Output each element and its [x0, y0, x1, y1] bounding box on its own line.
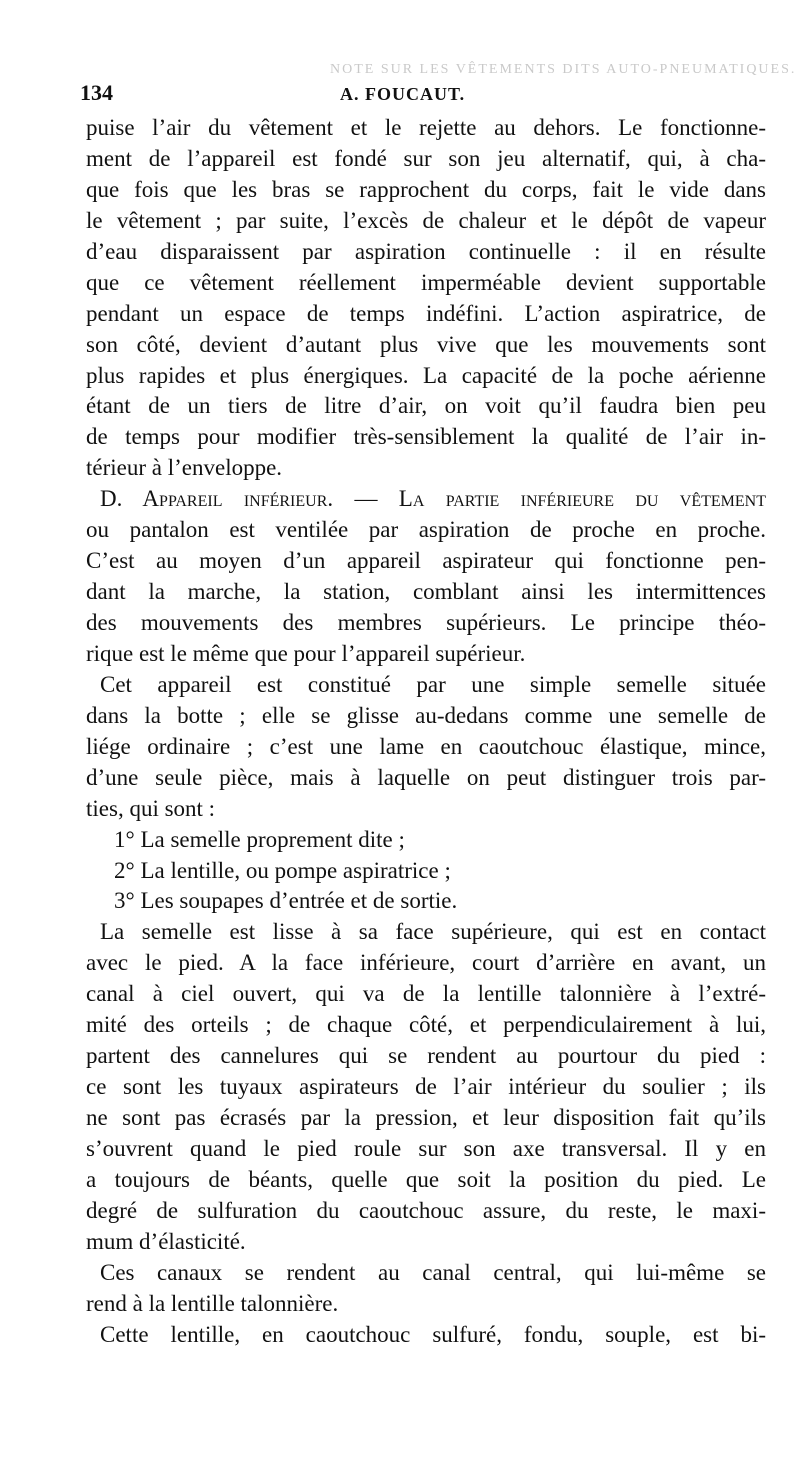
text-line: avec le pied. A la face inférieure, court d’arrière en avant, un [86, 950, 766, 976]
text-line: d’eau disparaissent par aspiration continuelle : il en résulte [86, 238, 766, 264]
text-line: que ce vêtement réellement imperméable devient supportable [86, 269, 766, 295]
text-line: Cet appareil est constitué par une simple semelle située [100, 671, 766, 697]
text-line: pendant un espace de temps indéfini. L’action aspiratrice, de [86, 300, 766, 326]
text-line: le vêtement ; par suite, l’excès de chaleur et le dépôt de vapeur [86, 207, 766, 233]
text-line: de temps pour modifier très-sensiblement la qualité de l’air in- [86, 424, 766, 450]
text-line: ment de l’appareil est fondé sur son jeu alternatif, qui, à cha- [86, 145, 766, 171]
text-line: son côté, devient d’autant plus vive que les mouvements sont [86, 331, 766, 357]
list-item: 2° La lentille, ou pompe aspiratrice ; [114, 857, 451, 883]
list-item: 3° Les soupapes d’entrée et de sortie. [114, 888, 458, 914]
text-line: a toujours de béants, quelle que soit la position du pied. Le [86, 1166, 766, 1192]
text-line: rend à la lentille talonnière. [86, 1290, 339, 1316]
text-line: térieur à l’enveloppe. [86, 455, 283, 481]
text-line: plus rapides et plus énergiques. La capacité de la poche aérienne [86, 362, 766, 388]
text-line: ne sont pas écrasés par la pression, et leur disposition fait qu’ils [86, 1105, 766, 1130]
text-line: liége ordinaire ; c’est une lame en caoutchouc élastique, mince, [86, 733, 766, 759]
text-line: rique est le même que pour l’appareil supérieur. [86, 640, 526, 666]
text-line: C’est au moyen d’un appareil aspirateur qui fonctionne pen- [86, 548, 766, 574]
text-line: mum d’élasticité. [86, 1228, 246, 1254]
text-line: degré de sulfuration du caoutchouc assure, du reste, le maxi- [86, 1197, 766, 1223]
section-heading-line: D. Appareil inférieur. — La partie inférieure du vêtement [100, 486, 766, 512]
text-line: puise l’air du vêtement et le rejette au dehors. Le fonctionne- [86, 115, 766, 140]
body-text [86, 113, 766, 1351]
text-line: canal à ciel ouvert, qui va de la lentille talonnière à l’extré- [86, 981, 766, 1007]
text-line: Ces canaux se rendent au canal central, qui lui-même se [100, 1259, 766, 1285]
text-line: dant la marche, la station, comblant ainsi les intermittences [86, 579, 766, 605]
text-line: que fois que les bras se rapprochent du corps, fait le vide dans [86, 176, 766, 202]
text-line: Cette lentille, en caoutchouc sulfuré, fondu, souple, est bi- [100, 1321, 766, 1347]
page-header [80, 80, 760, 108]
text-line: d’une seule pièce, mais à laquelle on peut distinguer trois par- [86, 764, 766, 790]
text-line: étant de un tiers de litre d’air, on voit qu’il faudra bien peu [86, 393, 766, 419]
text-line: dans la botte ; elle se glisse au-dedans comme une semelle de [86, 702, 766, 728]
text-line: La semelle est lisse à sa face supérieure, qui est en contact [100, 919, 766, 945]
running-head: A. FOUCAUT. [340, 84, 466, 104]
list-item: 1° La semelle proprement dite ; [114, 826, 405, 852]
text-line: s’ouvrent quand le pied roule sur son axe transversal. Il y en [86, 1135, 766, 1161]
text-line: mité des orteils ; de chaque côté, et perpendiculairement à lui, [86, 1012, 766, 1038]
page-number: 134 [80, 80, 113, 105]
text-line: ou pantalon est ventilée par aspiration de proche en proche. [86, 517, 766, 543]
text-line: partent des cannelures qui se rendent au pourtour du pied : [86, 1043, 766, 1069]
text-line: des mouvements des membres supérieurs. Le principe théo- [86, 610, 766, 635]
text-line: ties, qui sont : [86, 795, 216, 821]
bleed-through-text: NOTE SUR LES VÊTEMENTS DITS AUTO-PNEUMATIQUES. [330, 62, 797, 77]
text-line: ce sont les tuyaux aspirateurs de l’air intérieur du soulier ; ils [86, 1074, 766, 1100]
